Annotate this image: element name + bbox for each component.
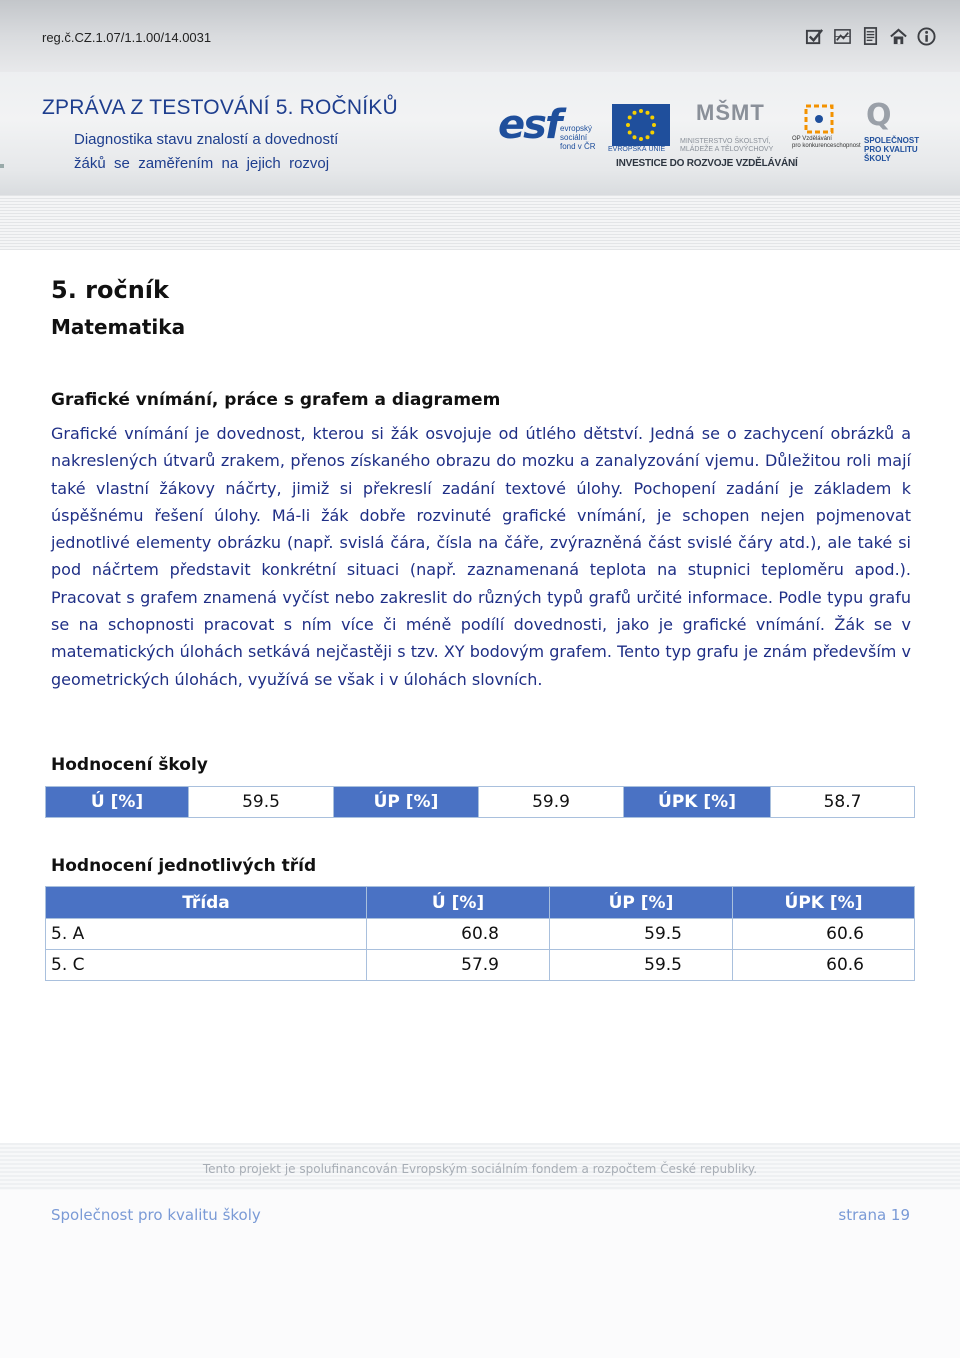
eu-caption: EVROPSKÁ UNIE [608,146,666,153]
section-title: Grafické vnímání, práce s grafem a diagramem [51,390,501,410]
q-caption-line: SPOLEČNOST [864,136,920,145]
header-stripes [0,195,960,250]
info-icon[interactable] [917,27,936,46]
upk-cell: 60.6 [733,919,915,950]
class-rating-title: Hodnocení jednotlivých tříd [51,856,317,876]
op-caption-line: OP Vzdělávání [792,136,832,142]
table-row [46,950,915,981]
column-header: ÚPK [%] [733,887,915,919]
op-logo [802,102,838,136]
cofunding-note: Tento projekt je spolufinancován Evropským sociálním fondem a rozpočtem České republiky. [202,1162,758,1176]
class-rating-table [45,886,915,981]
u-cell: 60.8 [367,919,550,950]
chart-icon[interactable] [833,27,852,46]
op-caption [792,136,861,150]
checkbox-icon[interactable] [805,27,824,46]
esf-text-line: sociální [560,133,588,142]
school-rating-table [45,786,915,818]
up-value: 59.9 [479,787,624,818]
school-rating-title: Hodnocení školy [51,755,208,775]
op-caption-line: pro konkurenceschopnost [792,143,861,149]
header-edge-mark [0,164,4,168]
column-header: Třída [46,887,367,919]
up-label: ÚP [%] [334,787,479,818]
esf-logo: esf [498,102,561,148]
u-label: Ú [%] [46,787,189,818]
investment-tagline: INVESTICE DO ROZVOJE VZDĚLÁVÁNÍ [616,158,798,169]
table-row [46,919,915,950]
column-header: ÚP [%] [550,887,733,919]
report-title: ZPRÁVA Z TESTOVÁNÍ 5. ROČNÍKŮ [42,96,398,119]
table-row [46,787,915,818]
class-name-cell: 5. A [46,919,367,950]
class-name-cell: 5. C [46,950,367,981]
partner-logos [496,96,936,176]
msmt-logo: MŠMT [696,100,765,125]
home-icon[interactable] [889,27,908,46]
up-cell: 59.5 [550,919,733,950]
upk-value: 58.7 [771,787,915,818]
q-caption-line: PRO KVALITU ŠKOLY [864,145,918,163]
upk-label: ÚPK [%] [624,787,771,818]
u-value: 59.5 [189,787,334,818]
u-cell: 57.9 [367,950,550,981]
msmt-caption [680,138,773,154]
table-header-row [46,887,915,919]
registration-number: reg.č.CZ.1.07/1.1.00/14.0031 [42,30,212,45]
esf-text-line: evropský [560,124,593,133]
esf-logo-text [560,124,596,151]
msmt-caption-line: MINISTERSTVO ŠKOLSTVÍ, [680,138,771,145]
page-number: strana 19 [838,1206,910,1224]
eu-flag-logo [612,104,670,146]
document-icon[interactable] [861,27,880,46]
report-subtitle-line1: Diagnostika stavu znalostí a dovedností [74,131,339,148]
subject-heading: Matematika [51,315,186,339]
esf-text-line: fond v ČR [560,142,596,151]
msmt-caption-line: MLÁDEŽE A TĚLOVÝCHOVY [680,146,774,153]
grade-heading: 5. ročník [51,276,169,304]
footer-organization: Společnost pro kvalitu školy [51,1206,261,1224]
section-paragraph: Grafické vnímání je dovednost, kterou si žák osvojuje od útlého dětství. Jedná se o zachycení obrázků a nakreslených útvarů zrakem, přenos získaného obrazu do mozku a zanalyzování vjemu. Důležitou roli mají také vlastní žákovy náčrty, jimiž si překreslí zadání textové úlohy. Pochopení zadání je základem k úspěšnému řešení úlohy. Má-li žák dobře rozvinuté grafické vnímání, je schopen nejen pojmenovat jednotlivé elementy obrázku (např. svislá čára, čísla na čáře, zvýrazněná část svislé čáry atd.), ale také si pod náčrtem představit konkrétní situaci (např. zaznamenaná teplota na stupnici teploměru apod.). Pracovat s grafem znamená vyčíst nebo zakreslit do různých typů grafů určité informace. Podle typu grafu se na schopnosti pracovat s ním více či méně podílí dovednosti, jako je grafické vnímání. Žák se v matematických úlohách setkává nejčastěji s tzv. XY bodovým grafem. Tento typ grafu je znám především v geometrických úlohách, využívá se však i v úlohách slovních. [51,424,911,689]
report-subtitle [74,128,338,176]
quality-school-caption [864,136,936,163]
top-icon-bar [805,27,936,46]
report-subtitle-line2: žáků se zaměřením na jejich rozvoj [74,155,330,172]
column-header: Ú [%] [367,887,550,919]
quality-school-logo: Q [866,98,892,133]
upk-cell: 60.6 [733,950,915,981]
up-cell: 59.5 [550,950,733,981]
